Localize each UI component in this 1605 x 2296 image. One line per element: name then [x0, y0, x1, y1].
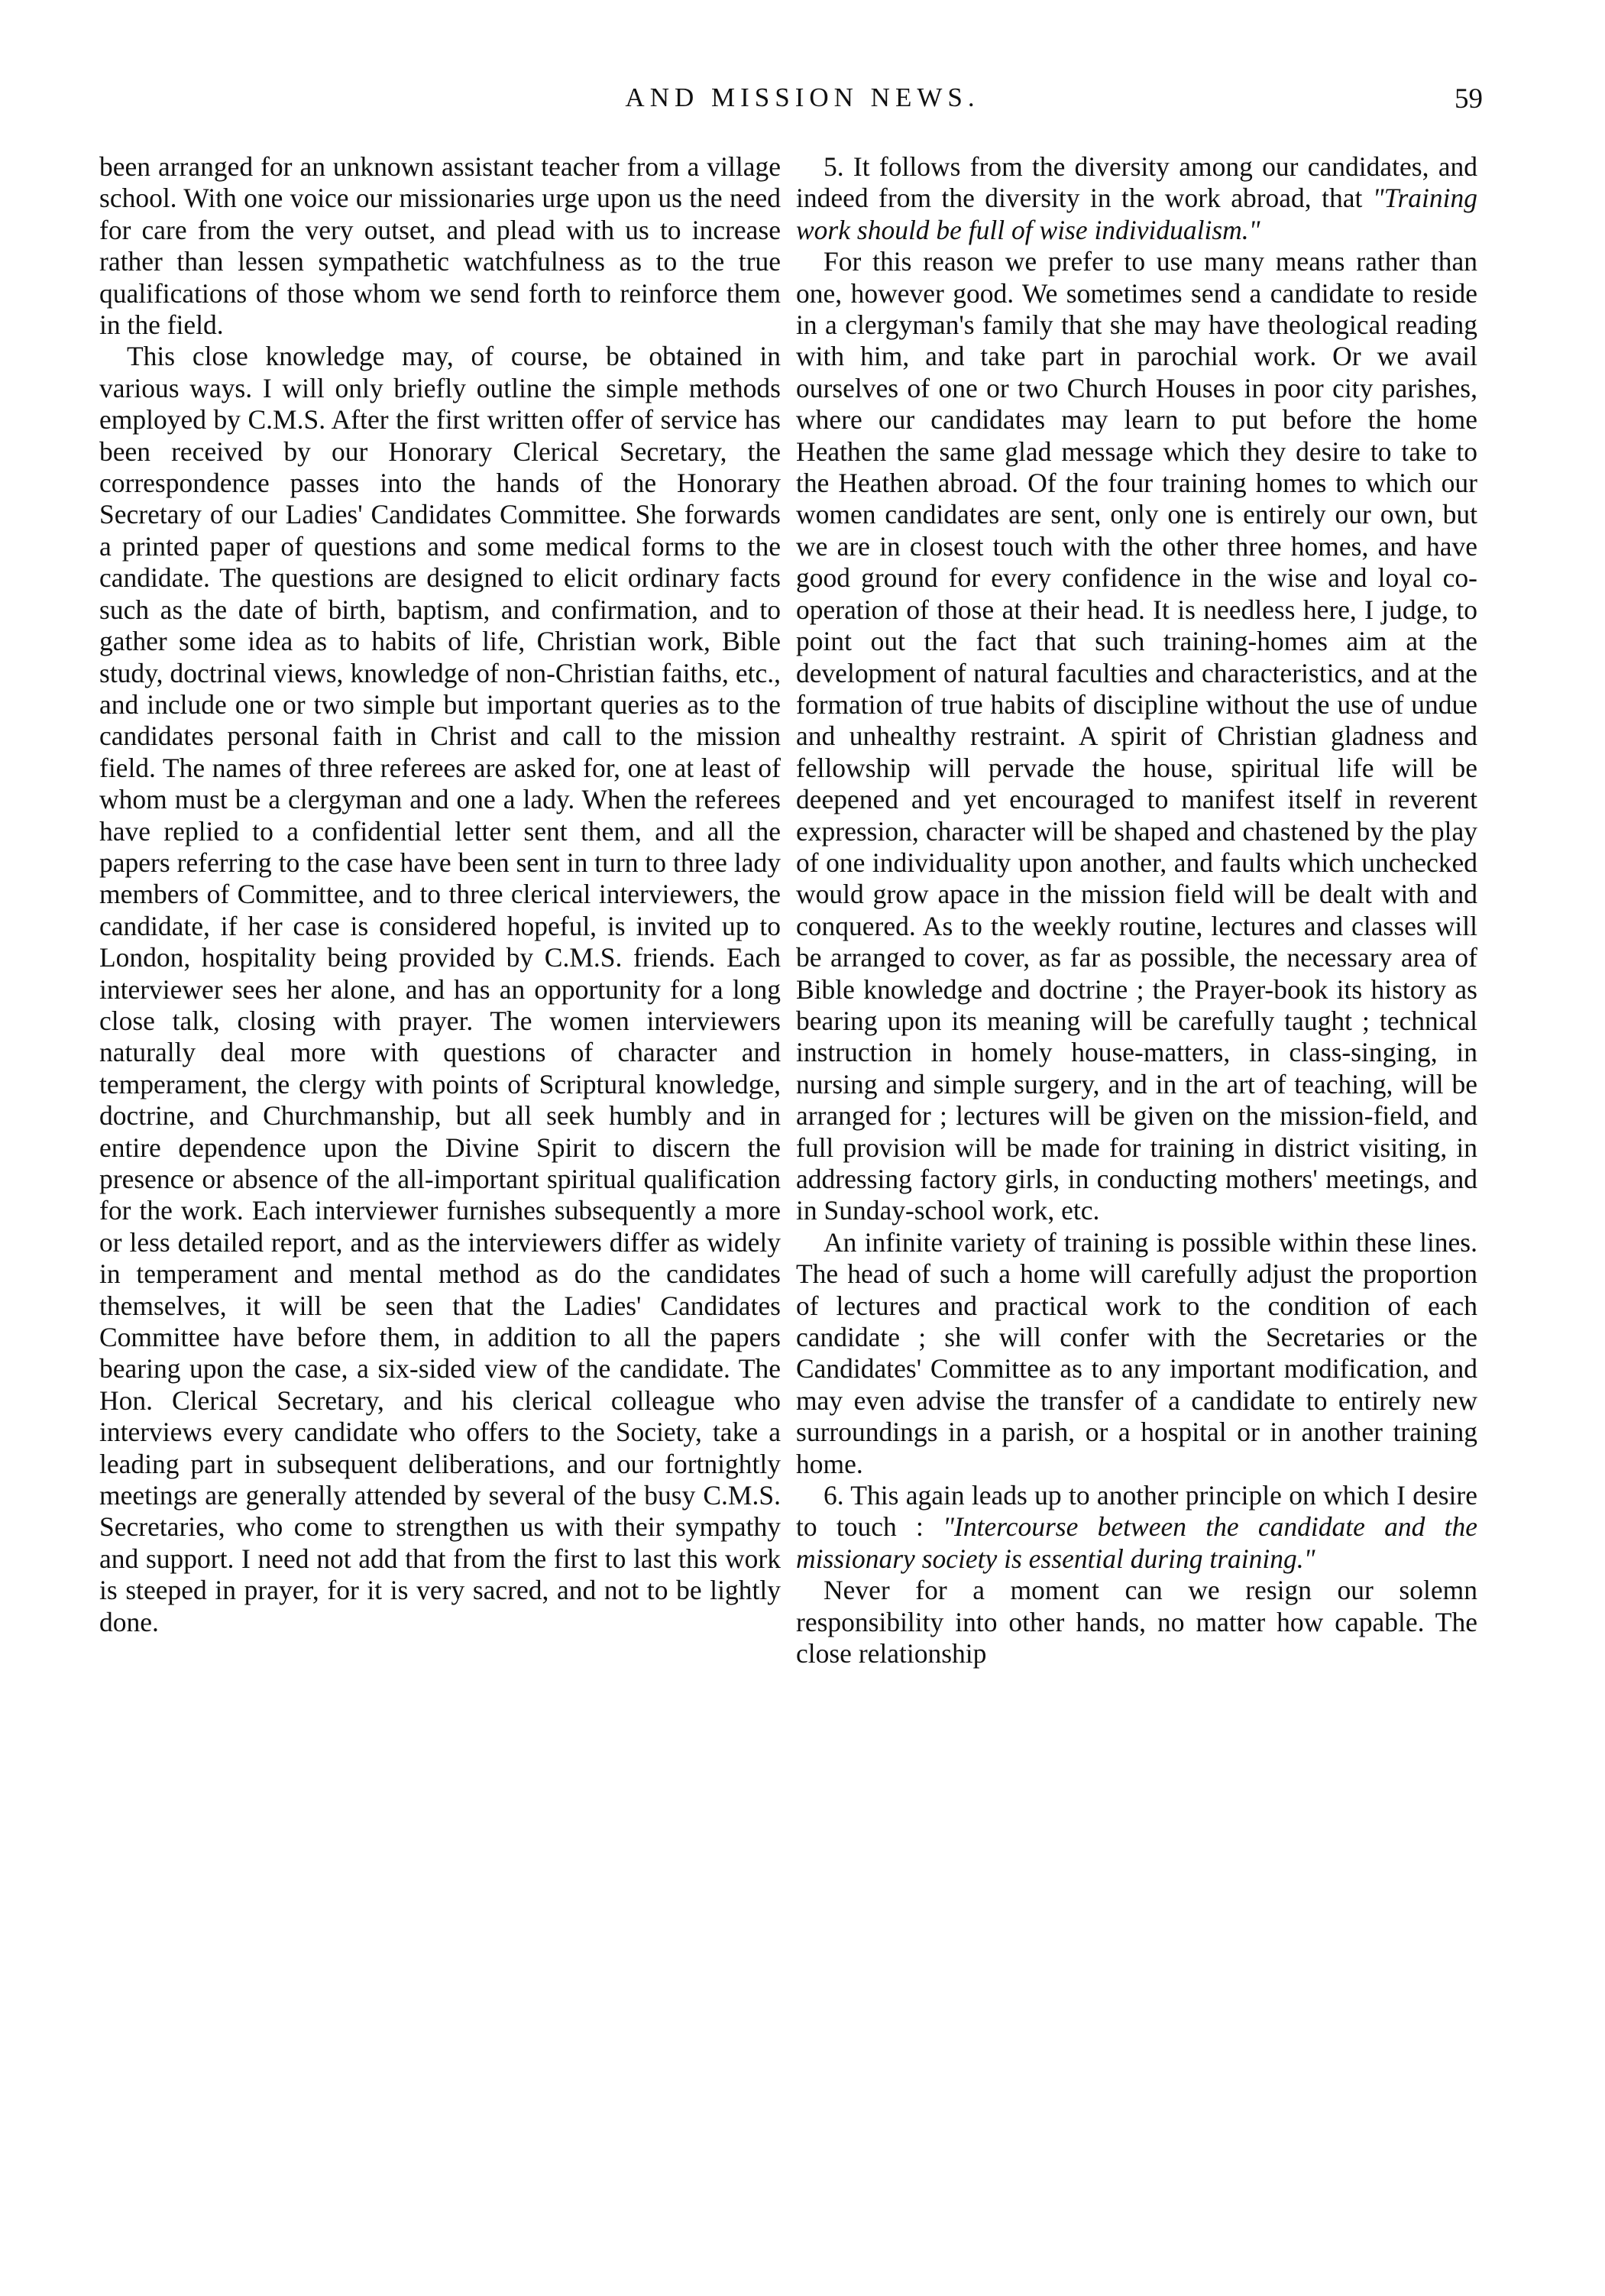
paragraph-responsibility: Never for a moment can we resign our solemn responsibility into other hands, no matter how capable. The close relationship [796, 1575, 1477, 1669]
principle-6-text: 6. This again leads up to another principle on which I desire to touch : [796, 1480, 1477, 1543]
paragraph-principle-5 [796, 151, 1477, 246]
running-title: AND MISSION NEWS. [625, 83, 980, 112]
running-header [0, 83, 1605, 128]
left-column [99, 151, 781, 1638]
paragraph-variety-of-training: An infinite variety of training is possible within these lines. The head of such a home will carefully adjust the proportion of lectures and practical work to the condition of each candidate ; she will confer with the Secretaries or the Candidates' Committee as to any important modification, and may even advise the transfer of a candidate to entirely new surroundings in a parish, or a hospital or in another training home. [796, 1226, 1477, 1479]
principle-6-quote: "Intercourse between the candidate and the missionary society is essential during training." [796, 1511, 1477, 1574]
principle-5-quote: "Training work should be full of wise individualism." [796, 183, 1477, 245]
paragraph-principle-6 [796, 1480, 1477, 1575]
paragraph-close-knowledge: This close knowledge may, of course, be obtained in various ways. I will only briefly outline the simple methods employed by C.M.S. After the first written offer of service has been received by our Honorary Clerical Secretary, the correspondence passes into the hands of the Honorary Secretary of our Ladies' Candidates Committee. She forwards a printed paper of questions and some medical forms to the candidate. The questions are designed to elicit ordinary facts such as the date of birth, baptism, and confirmation, and to gather some idea as to habits of life, Christian work, Bible study, doctrinal views, knowledge of non-Christian faiths, etc., and include one or two simple but important queries as to the candidates personal faith in Christ and call to the mission field. The names of three referees are asked for, one at least of whom must be a clergyman and one a lady. When the referees have replied to a confidential letter sent them, and all the papers referring to the case have been sent in turn to three lady members of Committee, and to three clerical interviewers, the candidate, if her case is considered hopeful, is invited up to London, hospitality being provided by C.M.S. friends. Each interviewer sees her alone, and has an opportunity for a long close talk, closing with prayer. The women interviewers naturally deal more with questions of character and temperament, the clergy with points of Scriptural knowledge, doctrine, and Churchmanship, but all seek humbly and in entire dependence upon the Divine Spirit to discern the presence or absence of the all-important spiritual qualification for the work. Each interviewer furnishes subsequently a more or less detailed report, and as the interviewers differ as widely in temperament and mental method as do the candidates themselves, it will be seen that the Ladies' Candidates Committee have before them, in addition to all the papers bearing upon the case, a six-sided view of the candidate. The Hon. Clerical Secretary, and his clerical colleague who interviews every candidate who offers to the Society, take a leading part in subsequent deliberations, and our fortnightly meetings are generally attended by several of the busy C.M.S. Secretaries, who come to strengthen us with their sympathy and support. I need not add that from the first to last this work is steeped in prayer, for it is very sacred, and not to be lightly done. [99, 341, 781, 1637]
paragraph-many-means: For this reason we prefer to use many means rather than one, however good. We sometimes send a candidate to reside in a clergyman's family that she may have theological reading with him, and take part in parochial work. Or we avail ourselves of one or two Church Houses in poor city parishes, where our candidates may learn to put before the home Heathen the same glad message which they desire to take to the Heathen abroad. Of the four training homes to which our women candidates are sent, only one is entirely our own, but we are in closest touch with the other three homes, and have good ground for every confidence in the wise and loyal co-operation of those at their head. It is needless here, I judge, to point out the fact that such training-homes aim at the development of natural faculties and characteristics, and at the formation of true habits of discipline without the use of undue and unhealthy restraint. A spirit of Christian gladness and fellowship will pervade the house, spiritual life will be deepened and yet encouraged to manifest itself in reverent expression, character will be shaped and chastened by the play of one individuality upon another, and faults which unchecked would grow apace in the mission field will be dealt with and conquered. As to the weekly routine, lectures and classes will be arranged to cover, as far as possible, the necessary area of Bible knowledge and doctrine ; the Prayer-book its history as bearing upon its meaning will be carefully taught ; technical instruction in homely house-matters, in class-singing, in nursing and simple surgery, and in the art of teaching, will be arranged for ; lectures will be given on the mission-field, and full provision will be made for training in district visiting, in addressing factory girls, in conducting mothers' meetings, and in Sunday-school work, etc. [796, 246, 1477, 1226]
principle-5-text: 5. It follows from the diversity among our candidates, and indeed from the diversity in the work abroad, that [796, 151, 1477, 214]
right-column [796, 151, 1477, 1670]
paragraph-continued: been arranged for an unknown assistant teacher from a village school. With one voice our missionaries urge upon us the need for care from the very outset, and plead with us to increase rather than lessen sympathetic watchfulness as to the true qualifications of those whom we send forth to reinforce them in the field. [99, 151, 781, 341]
page-number: 59 [1455, 83, 1483, 115]
